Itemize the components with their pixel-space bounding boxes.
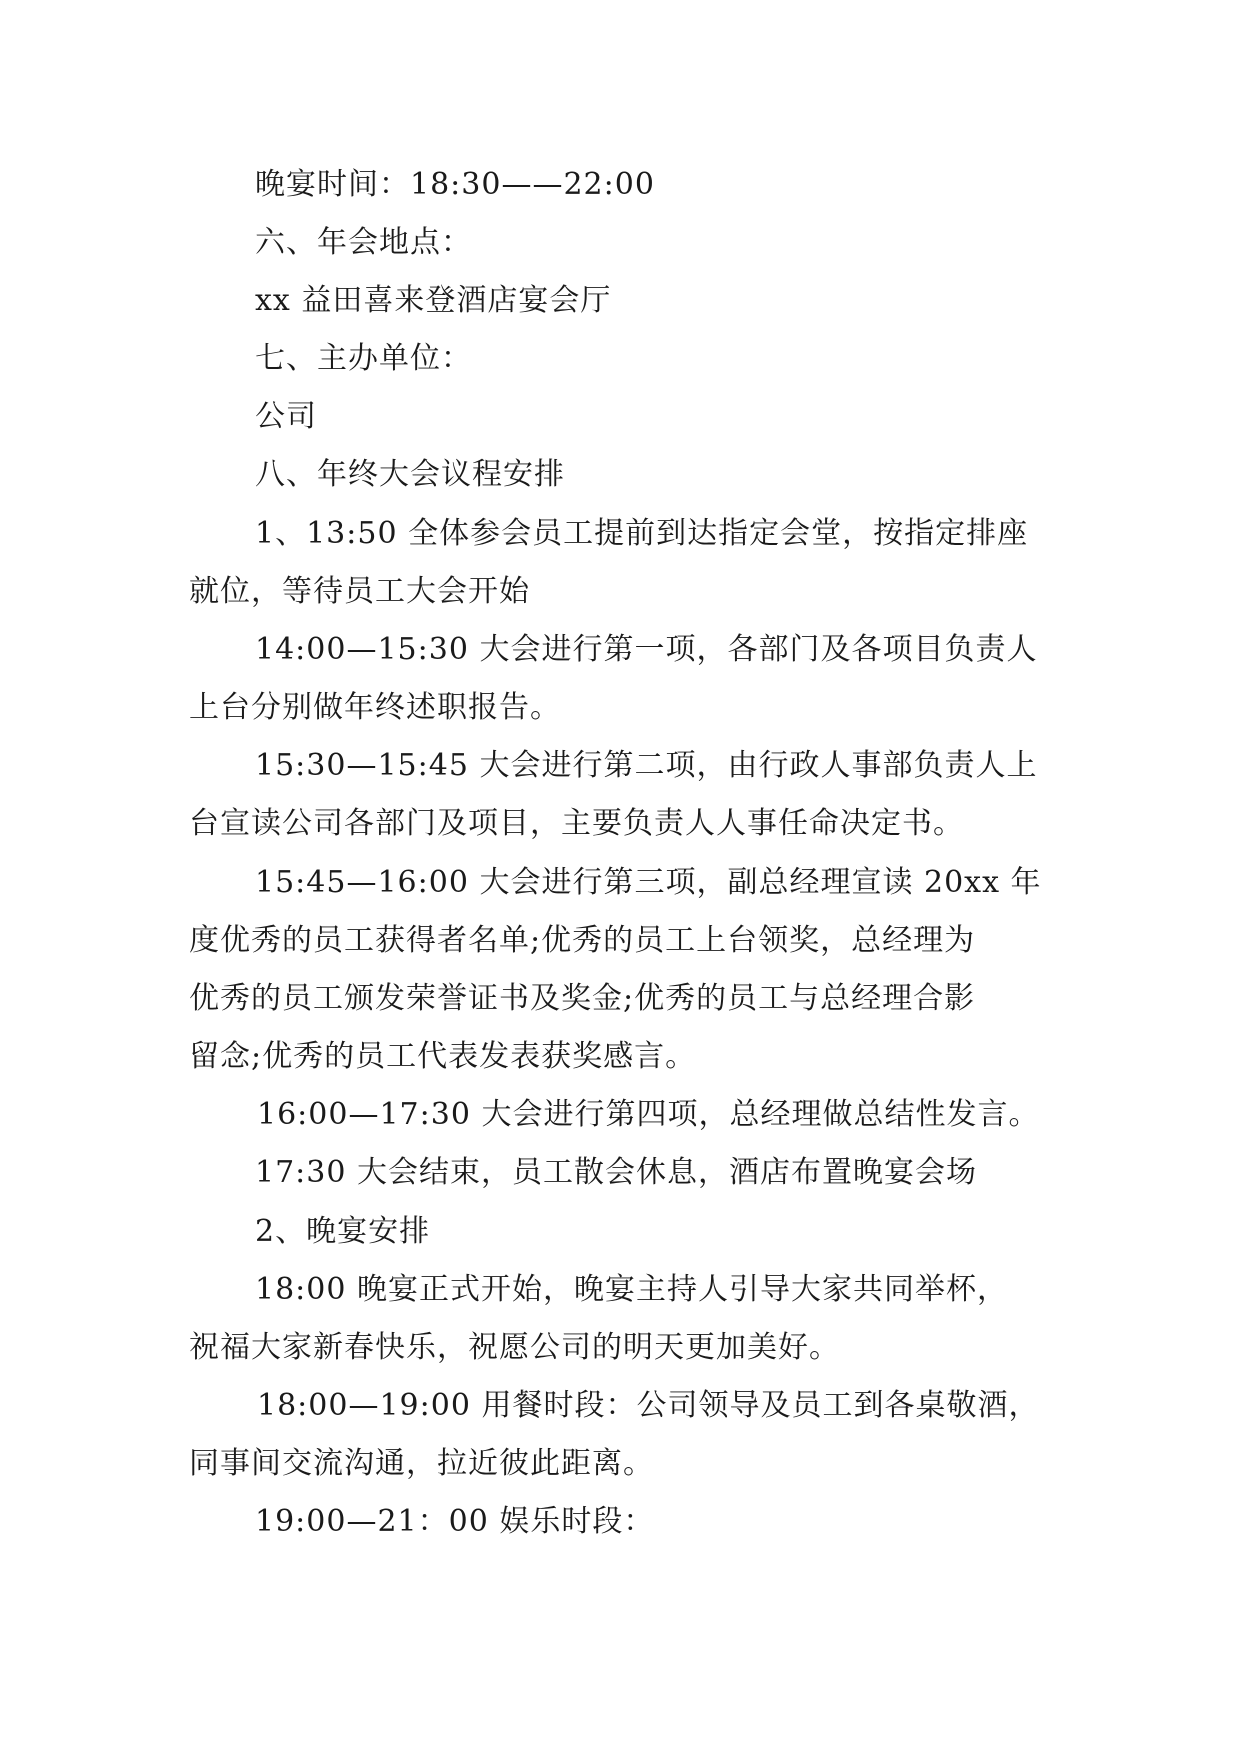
section-8-heading: 八、年终大会议程安排 — [255, 457, 565, 492]
section-6-heading: 六、年会地点： — [255, 225, 472, 260]
banquet-item-2-line-2: 同事间交流沟通，拉近彼此距离。 — [189, 1446, 654, 1481]
agenda-item-1-line-1: 1、13:50 全体参会员工提前到达指定会堂，按指定排座 — [255, 516, 1029, 551]
venue-line: xx 益田喜来登酒店宴会厅 — [255, 283, 612, 318]
agenda-item-2-line-2: 上台分别做年终述职报告。 — [189, 690, 561, 725]
agenda-item-3-line-2: 台宣读公司各部门及项目，主要负责人人事任命决定书。 — [189, 806, 964, 841]
agenda-item-4-line-3: 优秀的员工颁发荣誉证书及奖金;优秀的员工与总经理合影 — [189, 981, 976, 1016]
banquet-time-line: 晚宴时间：18:30——22:00 — [255, 167, 655, 202]
agenda-item-3-line-1: 15:30—15:45 大会进行第二项，由行政人事部负责人上 — [255, 748, 1038, 783]
section-7-heading: 七、主办单位： — [255, 341, 472, 376]
agenda-item-5-line: 16:00—17:30 大会进行第四项，总经理做总结性发言。 — [257, 1097, 1040, 1132]
agenda-item-6-line: 17:30 大会结束，员工散会休息，酒店布置晚宴会场 — [255, 1155, 977, 1190]
agenda-item-4-line-4: 留念;优秀的员工代表发表获奖感言。 — [189, 1039, 697, 1074]
banquet-item-2-line-1: 18:00—19:00 用餐时段：公司领导及员工到各桌敬酒， — [257, 1388, 1040, 1423]
banquet-item-1-line-1: 18:00 晚宴正式开始，晚宴主持人引导大家共同举杯， — [255, 1272, 1008, 1307]
agenda-item-4-line-2: 度优秀的员工获得者名单;优秀的员工上台领奖，总经理为 — [189, 923, 976, 958]
agenda-item-4-line-1: 15:45—16:00 大会进行第三项，副总经理宣读 20xx 年 — [255, 865, 1042, 900]
banquet-item-1-line-2: 祝福大家新春快乐，祝愿公司的明天更加美好。 — [189, 1330, 840, 1365]
agenda-item-1-line-2: 就位，等待员工大会开始 — [189, 574, 530, 609]
banquet-arrangement-heading: 2、晚宴安排 — [255, 1214, 431, 1249]
agenda-item-2-line-1: 14:00—15:30 大会进行第一项，各部门及各项目负责人 — [255, 632, 1038, 667]
organizer-line: 公司 — [255, 399, 317, 434]
banquet-item-3-line: 19:00—21：00 娱乐时段： — [255, 1504, 655, 1539]
